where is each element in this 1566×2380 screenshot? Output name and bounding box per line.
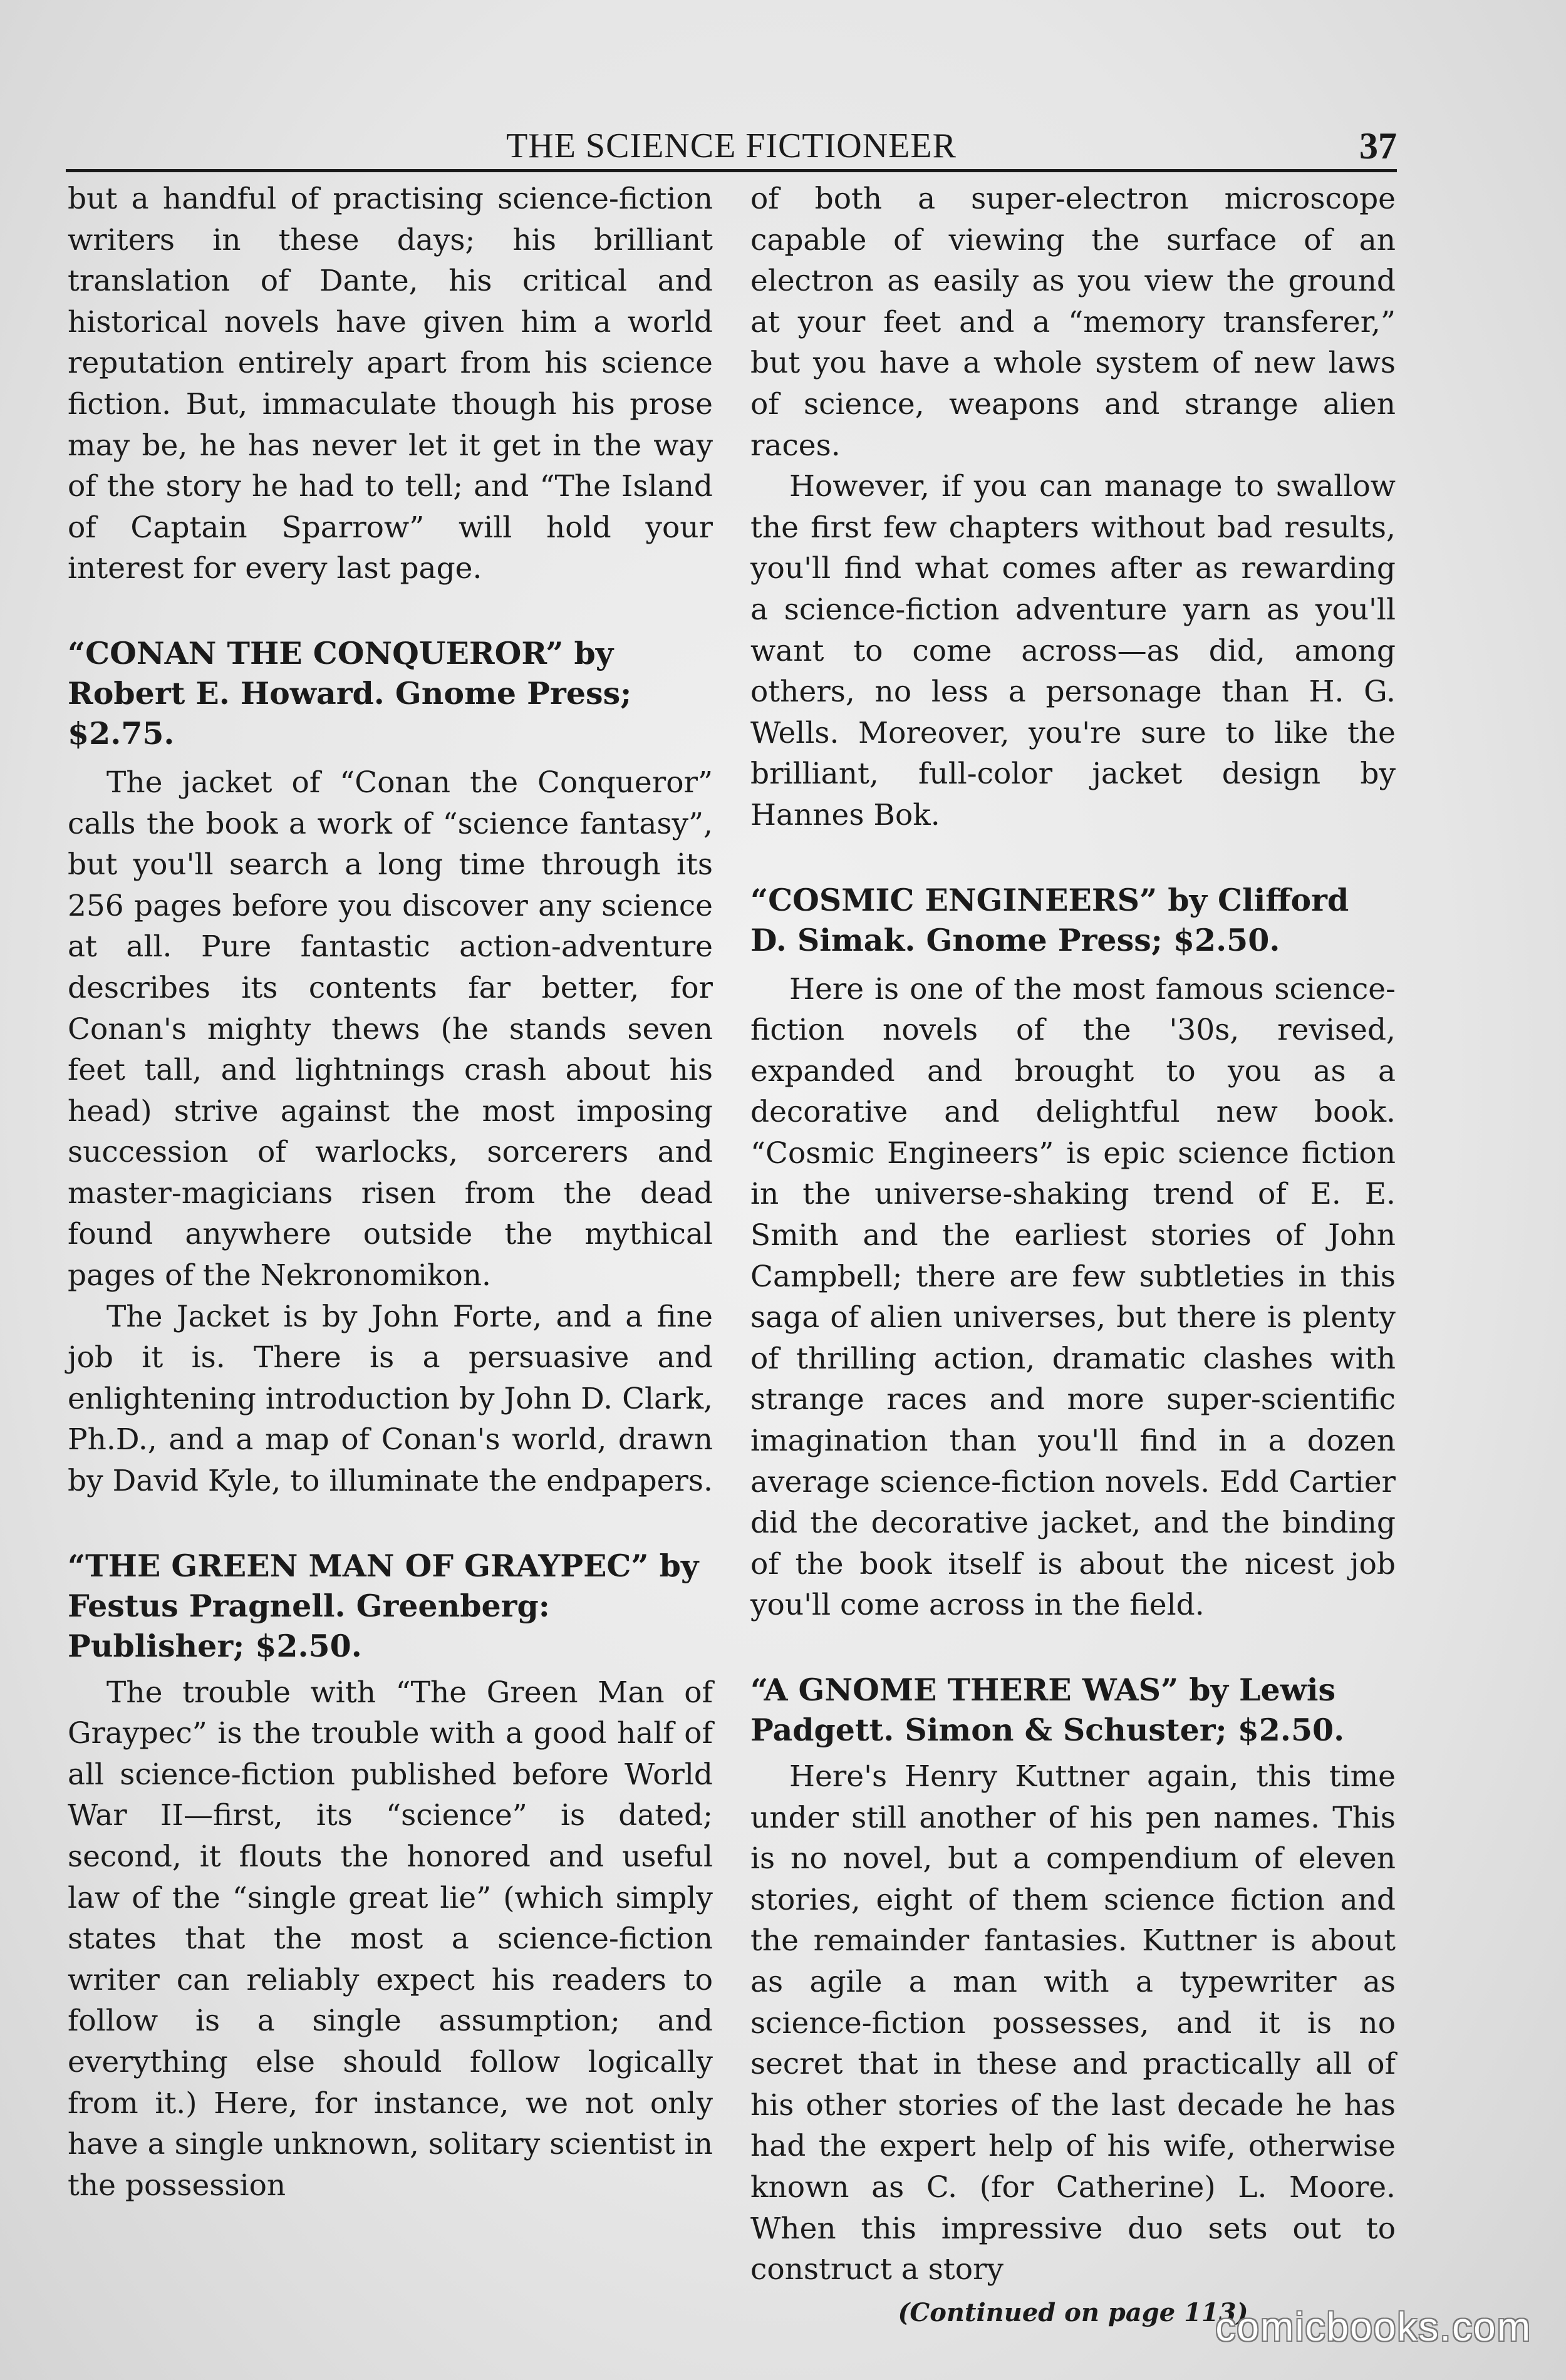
left-column	[68, 178, 713, 2206]
paragraph: The Jacket is by John Forte, and a fine job it is. There is a persuasive and enlightening introduction by John D. Clark, Ph.D., and a map of Conan's world, drawn by David Kyle, to illuminate the endpapers.	[68, 1299, 713, 1499]
paragraph: Here's Henry Kuttner again, this time under still another of his pen names. This is no novel, but a compendium of eleven stories, eight of them science fiction and the remainder fantasies. Kuttner is about as agile a man with a typewriter as science-fiction possesses, and it is no secret that in these and practically all of his other stories of the last decade he has had the expert help of his wife, otherwise known as C. (for Catherine) L. Moore. When this impressive duo sets out to construct a story	[750, 1759, 1396, 2287]
page-number: 37	[1359, 125, 1397, 167]
right-column	[750, 178, 1396, 2332]
review-heading-green-man: “THE GREEN MAN OF GRAYPEC” by Festus Pragnell. Greenberg: Publisher; $2.50.	[68, 1547, 699, 1664]
review-heading-conan: “CONAN THE CONQUEROR” by Robert E. Howard. Gnome Press; $2.75.	[68, 634, 632, 752]
paragraph: The jacket of “Conan the Conqueror” calls the book a work of “science fantasy”, but you'll search a long time through its 256 pages before you discover any science at all. Pure fantastic action-adventure describes its contents far better, for Conan's mighty thews (he stands seven feet tall, and lightnings crash about his head) strive against the most imposing succession of warlocks, sorcerers and master-magicians risen from the dead found anywhere outside the mythical pages of the Nekronomikon.	[68, 765, 713, 1293]
review-heading-cosmic-engineers: “COSMIC ENGINEERS” by Clifford D. Simak. Gnome Press; $2.50.	[750, 881, 1349, 958]
paragraph: but a handful of practising science-fiction writers in these days; his brilliant translation of Dante, his critical and historical novels have given him a world reputation entirely apart from his science fiction. But, immaculate though his prose may be, he has never let it get in the way of the story he had to tell; and “The Island of Captain Sparrow” will hold your interest for every last page.	[68, 182, 713, 586]
continued-note: (Continued on page 113)	[898, 2297, 1248, 2327]
watermark-logo: comicbooks.com	[1215, 2304, 1532, 2349]
paragraph: of both a super-electron microscope capable of viewing the surface of an electron as easily as you view the ground at your feet and a “memory transferer,” but you have a whole system of new laws of science, weapons and strange alien races.	[750, 182, 1396, 463]
paragraph: The trouble with “The Green Man of Graypec” is the trouble with a good half of all science-fiction published before World War II—first, its “science” is dated; second, it flouts the honored and useful law of the “single great lie” (which simply states that the most a science-fiction writer can reliably expect his readers to follow is a single assumption; and everything else should follow logically from it.) Here, for instance, we not only have a single unknown, solitary scientist in the possession	[68, 1675, 713, 2203]
paragraph: Here is one of the most famous science-fiction novels of the '30s, revised, expanded and brought to you as a decorative and delightful new book. “Cosmic Engineers” is epic science fiction in the universe-shaking trend of E. E. Smith and the earliest stories of John Campbell; there are few subtleties in this saga of alien universes, but there is plenty of thrilling action, dramatic clashes with strange races and more super-scientific imagination than you'll find in a dozen average science-fiction novels. Edd Cartier did the decorative jacket, and the binding of the book itself is about the nicest job you'll come across in the field.	[750, 971, 1396, 1623]
review-heading-gnome: “A GNOME THERE WAS” by Lewis Padgett. Simon & Schuster; $2.50.	[750, 1672, 1345, 1748]
running-title: THE SCIENCE FICTIONEER	[506, 127, 957, 165]
page-header	[66, 123, 1397, 172]
paragraph: However, if you can manage to swallow the first few chapters without bad results, you'll find what comes after as rewarding a science-fiction adventure yarn as you'll want to come across—as did, among others, no less a personage than H. G. Wells. Moreover, you're sure to like the brilliant, full-color jacket design by Hannes Bok.	[750, 469, 1396, 832]
